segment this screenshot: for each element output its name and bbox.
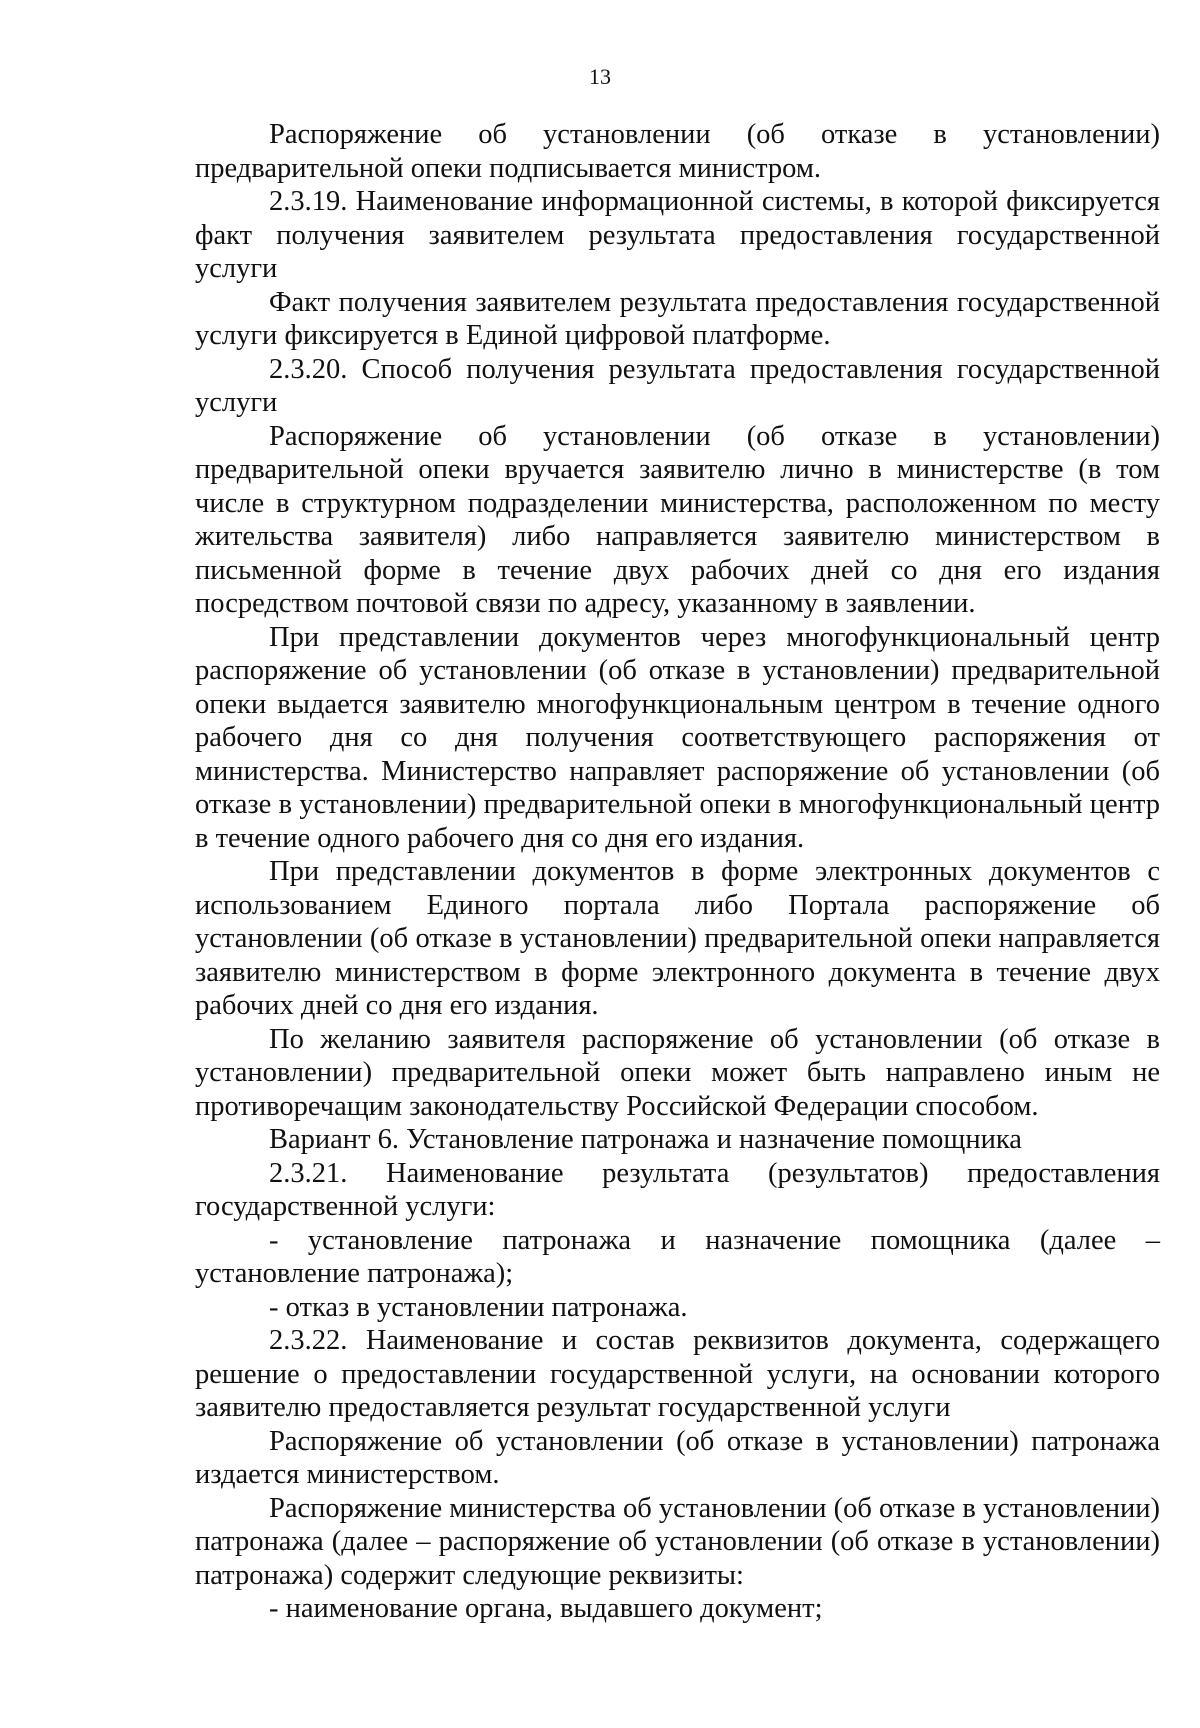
variant-heading: Вариант 6. Установление патронажа и назначение помощника: [269, 1124, 1022, 1155]
paragraph: Распоряжение об установлении (об отказе в установлении) патронажа издается министерством.: [195, 1425, 1160, 1490]
document-body: [195, 118, 1160, 1626]
section-heading: 2.3.21. Наименование результата (результатов) предоставления государственной услуги:: [195, 1157, 1160, 1222]
list-item: - наименование органа, выдавшего документ;: [269, 1593, 823, 1624]
paragraph: Распоряжение министерства об установлении (об отказе в установлении) патронажа (далее – распоряжение об установлении (об отказе в установлении) патронажа) содержит следующие реквизиты:: [195, 1492, 1161, 1591]
paragraph: Факт получения заявителем результата предоставления государственной услуги фиксируется в Единой цифровой платформе.: [195, 286, 1160, 351]
paragraph: По желанию заявителя распоряжение об установлении (об отказе в установлении) предварительной опеки может быть направлено иным не противоречащим законодательству Российской Федерации способом.: [195, 1023, 1160, 1122]
section-heading: 2.3.20. Способ получения результата предоставления государственной услуги: [195, 353, 1160, 418]
section-heading: 2.3.19. Наименование информационной системы, в которой фиксируется факт получения заявителем результата предоставления государственной услуги: [195, 186, 1160, 284]
section-heading: 2.3.22. Наименование и состав реквизитов документа, содержащего решение о предоставлении государственной услуги, на основании которого заявителю предоставляется результат государственной услуги: [195, 1325, 1160, 1423]
page-number: 13: [589, 64, 611, 89]
paragraph: При представлении документов через многофункциональный центр распоряжение об установлении (об отказе в установлении) предварительной опеки выдается заявителю многофункциональным центром в течение одного рабочего дня со дня получения соответствующего распоряжения от министерства. Министерство направляет распоряжение об установлении (об отказе в установлении) предварительной опеки в многофункциональный центр в течение одного рабочего дня со дня его издания.: [195, 621, 1160, 854]
paragraph: Распоряжение об установлении (об отказе в установлении) предварительной опеки вручается заявителю лично в министерстве (в том числе в структурном подразделении министерства, расположенном по месту жительства заявителя) либо направляется заявителю министерством в письменной форме в течение двух рабочих дней со дня его издания посредством почтовой связи по адресу, указанному в заявлении.: [195, 420, 1160, 619]
paragraph: При представлении документов в форме электронных документов с использованием Единого портала либо Портала распоряжение об установлении (об отказе в установлении) предварительной опеки направляется заявителю министерством в форме электронного документа в течение двух рабочих дней со дня его издания.: [195, 856, 1160, 1021]
list-item: - отказ в установлении патронажа.: [269, 1291, 688, 1323]
list-item: - установление патронажа и назначение помощника (далее – установление патронажа);: [195, 1224, 1160, 1289]
paragraph: Распоряжение об установлении (об отказе в установлении) предварительной опеки подписывается министром.: [195, 119, 1160, 184]
